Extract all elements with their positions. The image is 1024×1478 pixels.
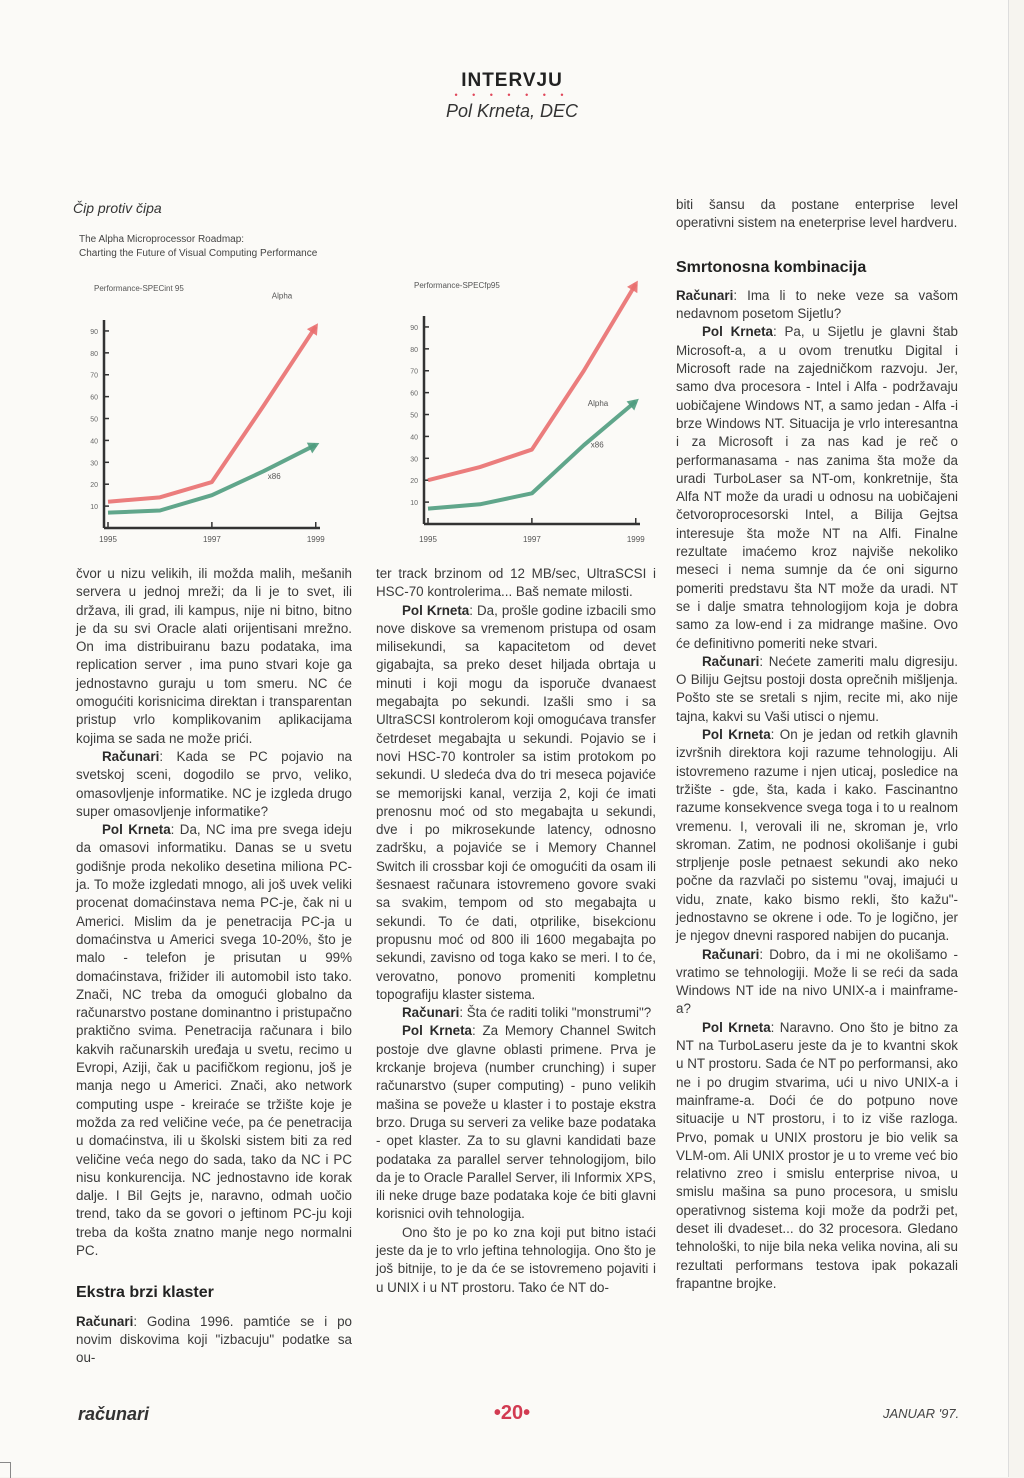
speaker: Računari bbox=[76, 1313, 134, 1329]
series-label: Alpha bbox=[587, 399, 609, 408]
section-heading: Smrtonosna kombinacija bbox=[676, 258, 867, 276]
series-line-alpha bbox=[428, 284, 636, 480]
speaker: Pol Krneta bbox=[702, 324, 774, 340]
paragraph bbox=[376, 602, 656, 1005]
x-tick-label: 1995 bbox=[419, 535, 437, 544]
chart-specfp bbox=[400, 276, 660, 550]
column-1 bbox=[76, 565, 352, 1367]
x-tick-label: 1997 bbox=[522, 535, 541, 544]
y-tick-label: 70 bbox=[90, 372, 98, 380]
speech: : Naravno. Ono što je bitno za NT na TurboLaseru jeste da je to kvantni skok u NT prostoru. Sada će NT po performansi, ako ne i po drugim stvarima, ući u nivo UNIX-a i mainframe-a. Doći će do potpuno nove situacije u NT prostoru, i to iz više razloga. Prvo, pomak u UNIX prostoru je bio velik sa VLM-om. Ali UNIX prostor je u to vreme već bio relativno zreo i smislu enterprise nivoa, u smislu mašina sa puno procesora, u smislu operativnog sistema koji može da podrži pet, deset ili dvadeset... do 32 procesora. Gledano tehnološki, to nije bila neka velika novina, ali su rezultati performans testova ipak pokazali frapantne brojke. bbox=[676, 1019, 959, 1291]
speaker: Pol Krneta bbox=[702, 727, 771, 743]
decorative-dots: • • • • • • • bbox=[454, 90, 570, 100]
speech: : Kada se PC pojavio na svetskoj sceni, dogodilo se prvo, veliko, omasovljenje informatike. NC je izgleda drugo super omasovljenje informatike? bbox=[76, 748, 352, 819]
y-tick-label: 80 bbox=[410, 346, 418, 354]
x-tick-label: 1999 bbox=[626, 535, 645, 544]
y-tick-label: 60 bbox=[410, 390, 418, 398]
figure-title bbox=[79, 233, 317, 261]
x-tick-label: 1997 bbox=[202, 535, 221, 544]
chart-specint bbox=[80, 280, 340, 550]
y-tick-label: 90 bbox=[90, 328, 98, 336]
speaker: Računari bbox=[102, 748, 160, 764]
series-label: Alpha bbox=[271, 291, 293, 301]
speaker: Računari bbox=[402, 1005, 460, 1021]
interview-subtitle: Pol Krneta, DEC bbox=[445, 101, 579, 121]
paragraph bbox=[676, 323, 958, 652]
paragraph bbox=[76, 748, 352, 821]
section-title: INTERVJU bbox=[461, 70, 563, 91]
section-heading: Ekstra brzi klaster bbox=[76, 1284, 214, 1302]
speaker: Računari bbox=[702, 653, 760, 669]
speech: : Šta će raditi toliki "monstrumi"? bbox=[459, 1005, 652, 1021]
figure-caption: Čip protiv čipa bbox=[73, 200, 162, 216]
paragraph bbox=[676, 287, 958, 324]
speech: : Za Memory Channel Switch postoje dve glavne oblasti primene. Prva je krckanje brojeva (number crunching) i super računarstvo (super computing) - puno velikih mašina se poveže u klaster i to postaje ekstra brzo. Druga su serveri za velike baze podataka - opet klaster. Za to su glavni kandidati baze podataka za parallel server tehnologijom, bilo da je to Oracle Parallel Server, ili Informix XPS, ili neke druge baze podataka koje će biti glavni korisnici ovih tehnologija. bbox=[376, 1023, 656, 1222]
series-label: x86 bbox=[267, 471, 281, 481]
series-line-x86 bbox=[428, 401, 636, 508]
column-3 bbox=[676, 196, 958, 1293]
paragraph: čvor u nizu velikih, ili možda malih, mešanih servera u jednoj mreži; da li je to svet, ili država, ili grad, ili kampus, nije ni bitno, bitno je da su svi Oracle alati orijentisani mrežno. On ima distribuiranu bazu podataka, ima replication server , ima puno stvari koje ga jednostavno guraju u tom smeru. NC će omogućiti korisnicima direktan i transparentan pristup vrlo komplikovanim aplikacijama kojima se sada ne može prići. bbox=[76, 566, 352, 746]
figure-title-line2: Charting the Future of Visual Computing Performance bbox=[79, 248, 318, 259]
y-tick-label: 30 bbox=[90, 460, 98, 468]
page-number: •20• bbox=[493, 1402, 531, 1424]
y-tick-label: 40 bbox=[90, 438, 98, 446]
paragraph bbox=[76, 821, 352, 1260]
x-tick-label: 1999 bbox=[306, 535, 325, 544]
speech: : Da, NC ima pre svega ideju da omasovi informatiku. Danas se u svetu godišnje proda nekoliko desetina miliona PC-ja. To može izgledati mnogo, ali još uvek veliki procenat domaćinstava nema PC-je, čak ni u Americi. Mislim da je penetracija PC-ja u domaćinstva u Americi svega 10-20%, što je malo - telefon je prisutan u 99% domaćinstava, frižider ili automobil isto tako. Znači, NC treba da omogući globalno da računarstvo postane dominantno i pristupačno praktično svima. Penetracija računara i bilo kakvih računarskih uređaja u svetu, recimo u Evropi, Aziji, čak u pacifičkom regionu, još je manja nego u Americi. Znači, ako network computing uspe - kreiraće se tržište koje je možda za red veličine veće, pa će penetracija u domaćinstva, ili u školski sistem biti za red veličine veća nego do sada, tako da NC i PC nisu konkurencija. NC jednostavno ide korak dalje. I Bil Gejts je, naravno, odmah uočio trend, tako da se govori o jeftinom PC-ju koji treba da košta znatno manje nego normalni PC. bbox=[76, 822, 352, 1258]
speech: : Dobro, da i mi ne okolišamo - vratimo se tehnologiji. Može li se reći da sada Windows NT ide na nivo UNIX-a i mainframe-a? bbox=[676, 946, 958, 1017]
speaker: Pol Krneta bbox=[702, 1019, 771, 1035]
speaker: Pol Krneta bbox=[402, 1023, 472, 1039]
speech: : On je jedan od retkih glavnih izvršnih direktora koji razume tehnologiju. Ali istovremeno razume i njen uticaj, posledice na tržište - gde, šta, kada i kako. Fascinantno razume konsekvence svega toga i to u realnom vremenu. I, verovali ili ne, skroman je, vrlo skroman. Zatim, ne podnosi okolišanje i gubi strpljenje posle petnaest sekundi ako neko počne da razvlači po sistemu "ovaj, imajući u vidu, znate, kako bismo rekli, što kažu"- jednostavno se okrene i ode. To je logično, jer je njegov dnevni raspored nabijen do pucanja. bbox=[676, 727, 959, 944]
y-tick-label: 20 bbox=[90, 482, 98, 490]
y-tick-label: 80 bbox=[90, 350, 98, 358]
figure-title-line1: The Alpha Microprocessor Roadmap: bbox=[79, 234, 245, 245]
speech: : Pa, u Sijetlu je glavni štab Microsoft-a, a u ovom trenutku Digital i Microsoft rade na zajedničkom razvoju. Jer, samo dva procesora - Intel i Alfa - podržavaju uobičajene Windows NT, a samo jedan - Alfa -i brze Windows NT. Situacija je vrlo interesantna i za Microsoft i za nas kad je reč o performanasama - nas zanima šta može da uradi TurboLaser sa NT-om, konkretnije, šta Alfa NT može da uradi u odnosu na uobičajeni četvoroprocesorski Intel, a Bilija Gejtsa interesuje šta može NT na Alfi. Finalne rezultate imaćemo kroz najviše nekoliko meseci i nema sumnje da će oni sigurno pomeriti predstavu šta NT može da uradi. NT se i dalje smatra tehnologijom koja je dobra samo za low-end i za midrange mašine. Ovo će definitivno pomeriti neke stvari. bbox=[676, 324, 959, 651]
y-tick-label: 10 bbox=[410, 500, 418, 508]
series-line-alpha bbox=[108, 327, 316, 502]
speech: : Godina 1996. pamtiće se i po novim diskovima koji "izbacuju" podatke sa ou- bbox=[76, 1313, 352, 1366]
paragraph bbox=[676, 726, 958, 946]
paragraph: Ono što je po ko zna koji put bitno istaći jeste da je to vrlo jeftina tehnologija. Ono što je još bitnije, to je da će se istovremeno pojaviti i u UNIX i u NT prostoru. Tako će NT do- bbox=[376, 1224, 656, 1295]
y-tick-label: 70 bbox=[410, 368, 418, 376]
paragraph: biti šansu da postane enterprise level operativni sistem na eneterprise level hardveru. bbox=[676, 197, 958, 231]
speech: : Da, prošle godine izbacili smo nove diskove sa vremenom pristupa od osam milisekundi, sa kapacitetom od devet gigabajta, sa preko deset hiljada obrtaja u minuti i koji mogu da isporuče dvanaest megabajta po sekundi. Izašli smo i sa UltraSCSI kontrolerom koji omogućava transfer četrdeset megabajta u sekundi. Pojavio se i novi HSC-70 kontroler sa istim protokom po sekundi. U sledeća dva do tri meseca pojaviće se memorijski kanal, verzija 2, koji će imati prenosnu moć od sto megabajta u sekundi, dve i po mikrosekunde latency, odnosno zadršku, a pojaviće se i Memory Channel Switch ili crossbar koji će omogućiti da osam ili šesnaest računara istovremeno govore svaki sa svakim, tempom od sto megabajta u sekundi. To će dati, otprilike, bisekcionu propusnu moć od 800 ili 1600 megabajta po sekundi, zavisno od toga kako se meri. I to će, verovatno, ponovo promeniti kompletnu topografiju klaster sistema. bbox=[376, 602, 657, 1002]
magazine-logo: računari bbox=[78, 1404, 150, 1424]
series-label: x86 bbox=[590, 440, 604, 450]
paragraph bbox=[676, 946, 958, 1019]
chart-title: Performance-SPECint 95 bbox=[94, 284, 184, 293]
issue-date: JANUAR '97. bbox=[883, 1406, 960, 1421]
y-tick-label: 50 bbox=[410, 412, 418, 420]
speech: : Ima li to neke veze sa vašom nedavnom posetom Sijetlu? bbox=[676, 287, 958, 322]
paragraph bbox=[76, 1313, 352, 1368]
x-tick-label: 1995 bbox=[99, 535, 117, 544]
y-tick-label: 30 bbox=[410, 456, 418, 464]
y-tick-label: 50 bbox=[90, 416, 98, 424]
speaker: Računari bbox=[702, 946, 760, 962]
column-2 bbox=[376, 565, 656, 1297]
chart-title: Performance-SPECfp95 bbox=[414, 281, 500, 290]
y-tick-label: 60 bbox=[90, 394, 98, 402]
paragraph bbox=[376, 1004, 656, 1022]
speech: : Nećete zameriti malu digresiju. O Biliju Gejtsu postoji dosta oprečnih mišljenja. Pošto ste se sretali s njim, recite mi, ako nije tajna, kakvi su Vaši utisci o njemu. bbox=[676, 653, 958, 724]
y-tick-label: 40 bbox=[410, 434, 418, 442]
y-tick-label: 90 bbox=[410, 324, 418, 332]
speaker: Pol Krneta bbox=[402, 602, 470, 618]
paragraph bbox=[376, 1022, 656, 1223]
crop-mark bbox=[0, 1462, 11, 1478]
paragraph bbox=[676, 1019, 958, 1293]
speaker: Računari bbox=[676, 287, 734, 303]
y-tick-label: 10 bbox=[90, 504, 98, 512]
y-tick-label: 20 bbox=[410, 478, 418, 486]
paragraph: ter track brzinom od 12 MB/sec, UltraSCSI i HSC-70 kontrolerima... Baš nemate milosti. bbox=[376, 566, 656, 600]
speaker: Pol Krneta bbox=[102, 822, 171, 838]
paragraph bbox=[676, 653, 958, 726]
